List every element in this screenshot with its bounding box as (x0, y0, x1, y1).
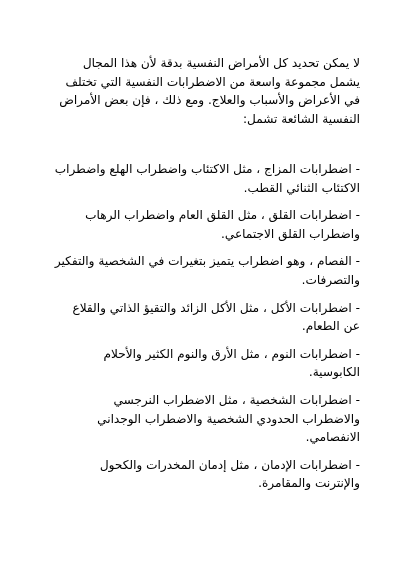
list-item-sleep-disorders: - اضطرابات النوم ، مثل الأرق والنوم الكثير والأحلام الكابوسية. (103, 346, 360, 380)
intro-paragraph: لا يمكن تحديد كل الأمراض النفسية بدقة لأن هذا المجال يشمل مجموعة واسعة من الاضطرابات النفسية التي تختلف في الأعراض والأسباب والعلاج. ومع ذلك ، فإن بعض الأمراض النفسية الشائعة تشمل: (59, 56, 360, 126)
disorders-list (54, 160, 360, 502)
list-item-anxiety-disorders: - اضطرابات القلق ، مثل القلق العام واضطراب الرهاب واضطراب القلق الاجتماعي. (85, 208, 360, 241)
list-item-eating-disorders: - اضطرابات الأكل ، مثل الأكل الزائد والتقيؤ الذاتي والقلاع عن الطعام. (72, 300, 360, 334)
list-item-addiction-disorders: - اضطرابات الإدمان ، مثل إدمان المخدرات والكحول والإنترنت والمقامرة. (99, 457, 360, 491)
list-item-mood-disorders: - اضطرابات المزاج ، مثل الاكتئاب واضطراب الهلع واضطراب الاكتئاب الثنائي القطب. (54, 162, 360, 195)
list-item-schizophrenia: - الفصام ، وهو اضطراب يتميز بتغيرات في الشخصية والتفكير والتصرفات. (54, 254, 360, 287)
list-item-personality-disorders: - اضطرابات الشخصية ، مثل الاضطراب النرجسي والاضطراب الحدودي الشخصية والاضطراب الوجداني الانفصامي. (97, 392, 360, 445)
